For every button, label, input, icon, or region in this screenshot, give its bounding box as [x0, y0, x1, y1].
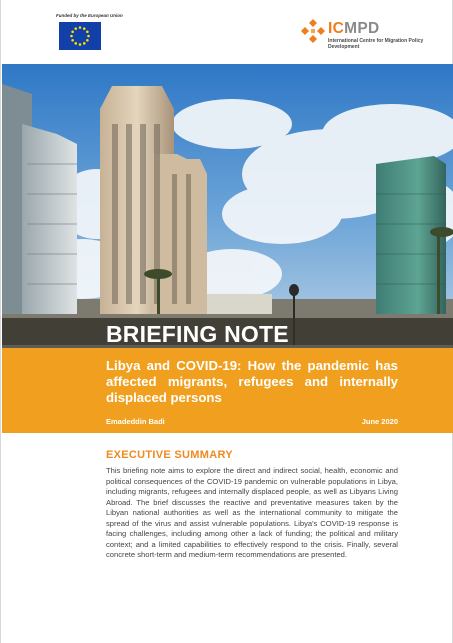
icmpd-wordmark-mpd: MPD [344, 20, 380, 37]
executive-summary-heading: EXECUTIVE SUMMARY [106, 449, 233, 461]
cover-photo [2, 64, 453, 345]
icmpd-wordmark [328, 20, 379, 38]
briefing-note-band [2, 318, 453, 348]
eu-flag-icon [59, 22, 101, 50]
icmpd-subtitle: International Centre for Migration Policy Development [328, 38, 424, 50]
title-block [2, 348, 453, 433]
publication-date: June 2020 [361, 417, 398, 426]
eu-funding-block [56, 13, 123, 18]
author-name: Emadeddin Badi [106, 417, 165, 426]
icmpd-wordmark-ic: IC [328, 20, 345, 37]
icmpd-logo-icon [301, 19, 325, 43]
executive-summary-body: This briefing note aims to explore the direct and indirect social, health, economic and political consequences of the COVID-19 pandemic on vulnerable populations in Libya, including migrants, refugees and internally displaced people, as well as Libyans Living Abroad. The brief discusses the reactive and preventative measures taken by the Libyan national authorities as well as the international community to mitigate the spread of the virus and assist vulnerable populations. Libya's COVID-19 response is facing challenges, including among other a lack of funding; the political and military context; and a limited capabilities to effectively respond to the crisis. Finally, several concrete short-term and medium-term recommendations are presented. [106, 466, 398, 559]
briefing-note-label: BRIEFING NOTE [106, 321, 289, 347]
eu-funding-caption: Funded by the European Union [56, 13, 123, 18]
document-title: Libya and COVID-19: How the pandemic has affected migrants, refugees and internally displaced persons [106, 358, 398, 405]
